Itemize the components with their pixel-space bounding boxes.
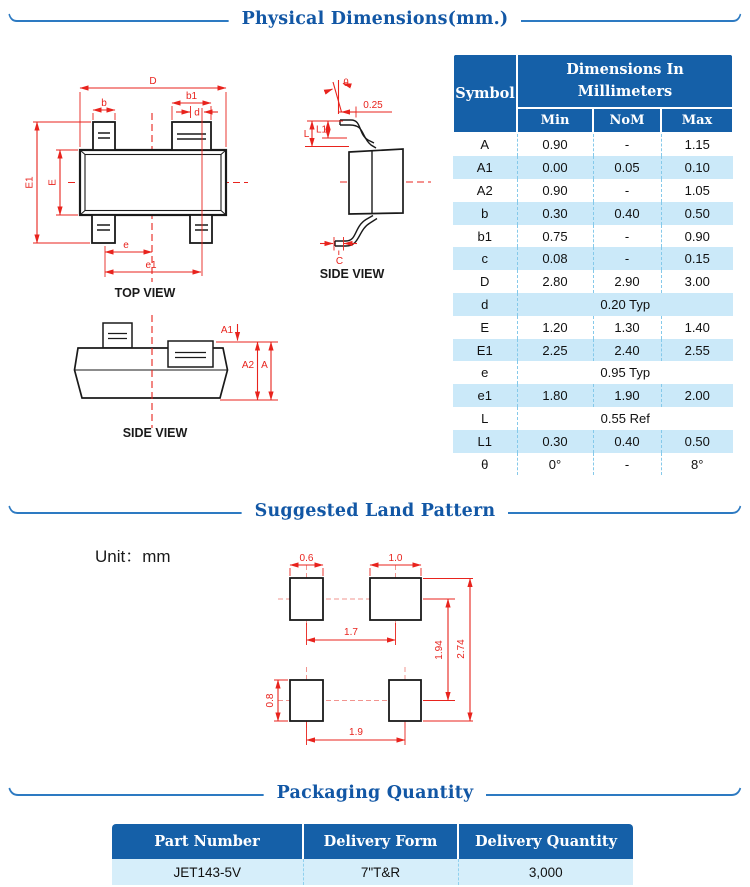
- section-header-land-pattern: [8, 497, 742, 525]
- dim-label-C: C: [335, 256, 344, 267]
- delivery-form-value: 7"T&R: [303, 859, 458, 885]
- unit-label: Unit：mm: [95, 547, 171, 566]
- table-row: A 0.90 - 1.15: [453, 133, 733, 157]
- header-rule-right: [508, 504, 742, 518]
- table-row: A2 0.90 - 1.05: [453, 179, 733, 202]
- dim-label-d: d: [194, 107, 200, 119]
- header-rule-left: [8, 12, 229, 26]
- dim-label-b: b: [101, 98, 107, 109]
- dim-label-A1: A1: [220, 325, 234, 336]
- table-row: E 1.20 1.30 1.40: [453, 316, 733, 339]
- section-title: Suggested Land Pattern: [254, 501, 496, 521]
- table-row: b 0.30 0.40 0.50: [453, 202, 733, 225]
- table-header-row: [112, 824, 633, 859]
- dim-label-theta: θ: [343, 78, 349, 89]
- dim-label-A2: A2: [241, 360, 255, 371]
- side-view-height-drawing: [50, 300, 300, 445]
- dimensions-table: [452, 53, 734, 475]
- table-header-row: [453, 54, 733, 108]
- page-title: Physical Dimensions(mm.): [241, 9, 509, 29]
- table-row: b1 0.75 - 0.90: [453, 225, 733, 248]
- part-number-value: JET143-5V: [112, 859, 303, 885]
- header-rule-right: [486, 786, 742, 800]
- side-view-caption: SIDE VIEW: [122, 426, 188, 440]
- header-rule-left: [8, 504, 242, 518]
- col-header-delivery-form: Delivery Form: [303, 824, 458, 859]
- table-row: [112, 859, 633, 885]
- dim-label-E: E: [47, 179, 59, 186]
- col-header-group: Dimensions In Millimeters: [517, 54, 733, 108]
- dim-label-e: e: [123, 240, 129, 251]
- delivery-quantity-value: 3,000: [458, 859, 633, 885]
- dim-label-D: D: [149, 76, 157, 87]
- dim-label-L: L: [303, 129, 310, 140]
- section-title: Packaging Quantity: [276, 783, 474, 803]
- table-row: e1 1.80 1.90 2.00: [453, 384, 733, 407]
- col-header-max: Max: [661, 108, 733, 133]
- table-row: e 0.95 Typ: [453, 361, 733, 384]
- dim-label-E1: E1: [25, 176, 36, 189]
- section-header-packaging-quantity: [8, 779, 742, 807]
- section-header-physical-dimensions: [8, 5, 742, 33]
- top-view-drawing: [25, 55, 300, 305]
- dim-label-L1: L1: [315, 124, 328, 136]
- header-rule-left: [8, 786, 264, 800]
- dim-label-bottom-pitch: 1.9: [349, 727, 363, 738]
- col-header-delivery-quantity: Delivery Quantity: [458, 824, 633, 859]
- dim-label-e1: e1: [145, 260, 157, 271]
- col-header-part-number: Part Number: [112, 824, 303, 859]
- dim-label-pad-height: 0.8: [265, 693, 276, 708]
- table-row: L1 0.30 0.40 0.50: [453, 430, 733, 453]
- table-row: E1 2.25 2.40 2.55: [453, 339, 733, 362]
- top-view-caption: TOP VIEW: [114, 286, 176, 300]
- col-header-nom: NoM: [593, 108, 661, 133]
- header-rule-right: [521, 12, 742, 26]
- side-view-caption: SIDE VIEW: [319, 267, 385, 281]
- dim-label-inner-span: 1.94: [434, 640, 445, 660]
- dim-label-outer-span: 2.74: [456, 639, 467, 659]
- col-header-min: Min: [517, 108, 593, 133]
- table-row: d 0.20 Typ: [453, 293, 733, 316]
- table-row: θ 0° - 8°: [453, 453, 733, 476]
- dim-label-A: A: [261, 360, 268, 371]
- dim-label-pad-width-large: 1.0: [388, 553, 403, 564]
- table-row: A1 0.00 0.05 0.10: [453, 156, 733, 179]
- dim-label-top-pitch: 1.7: [344, 627, 358, 638]
- dim-label-b1: b1: [185, 91, 198, 102]
- side-view-profile-drawing: [300, 58, 450, 288]
- table-row: c 0.08 - 0.15: [453, 247, 733, 270]
- dim-label-tip: 0.25: [363, 100, 383, 111]
- land-pattern-drawing: [240, 545, 500, 770]
- table-row: L 0.55 Ref: [453, 407, 733, 430]
- packaging-table: [112, 824, 633, 885]
- col-header-symbol: Symbol: [453, 54, 517, 133]
- table-row: D 2.80 2.90 3.00: [453, 270, 733, 293]
- dim-label-pad-width-small: 0.6: [299, 553, 314, 564]
